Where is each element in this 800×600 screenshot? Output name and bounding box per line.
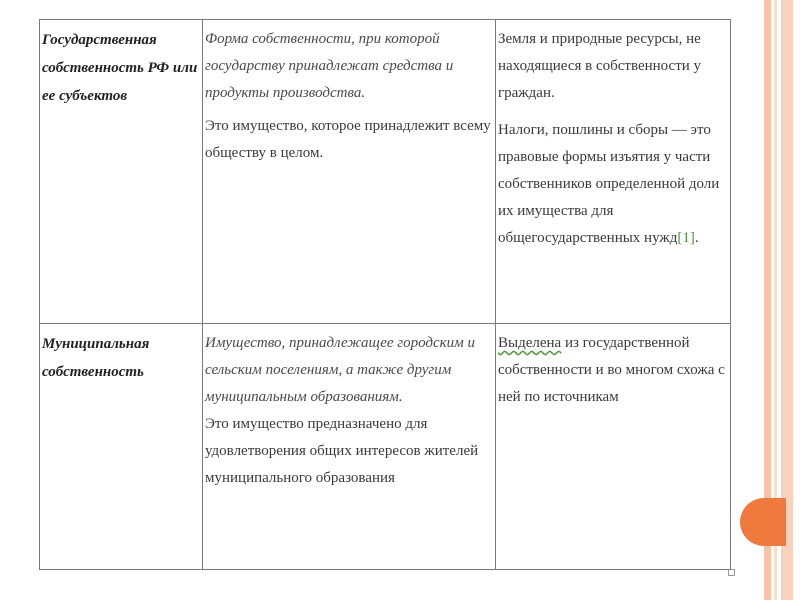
sources-period: . (694, 230, 699, 246)
definition-italic: Имущество, принадлежащее городским и сельским поселениям, а также другим муниципальным образованиям. (205, 335, 476, 405)
table-row (40, 20, 731, 324)
definition-italic: Форма собственности, при которой государству принадлежат средства и продукты производства. (205, 31, 454, 101)
ownership-type-label: Муниципальная собственность (42, 336, 150, 380)
table-cell (203, 324, 496, 570)
spellcheck-flagged-word[interactable]: Выделена (498, 335, 562, 351)
ownership-table (39, 19, 731, 570)
sources-paragraph (496, 330, 730, 411)
table-cell (40, 324, 203, 570)
definition-plain: Это имущество предназначено для удовлетворения общих интересов жителей муниципального образования (205, 416, 479, 486)
sources-paragraph: Земля и природные ресурсы, не находящиеся в собственности у граждан. (498, 31, 702, 101)
sources-text: из государственной собственности и во многом схожа с ней по источникам (498, 335, 725, 405)
decorative-orange-semicircle (740, 498, 786, 546)
table-cell (203, 20, 496, 324)
definition-plain: Это имущество, которое принадлежит всему обществу в целом. (205, 118, 491, 161)
footnote-reference-link[interactable]: [1] (677, 230, 695, 246)
table-cell (496, 324, 731, 570)
ownership-type-label: Государственная собственность РФ или ее субъектов (42, 32, 198, 104)
table-row (40, 324, 731, 570)
table-resize-handle[interactable] (728, 569, 735, 576)
sources-text: Налоги, пошлины и сборы — это правовые формы изъятия у части собственников определенной доли их имущества для общегосударственных нужд (498, 122, 720, 246)
table-cell (40, 20, 203, 324)
sources-paragraph (496, 117, 730, 252)
table-cell (496, 20, 731, 324)
